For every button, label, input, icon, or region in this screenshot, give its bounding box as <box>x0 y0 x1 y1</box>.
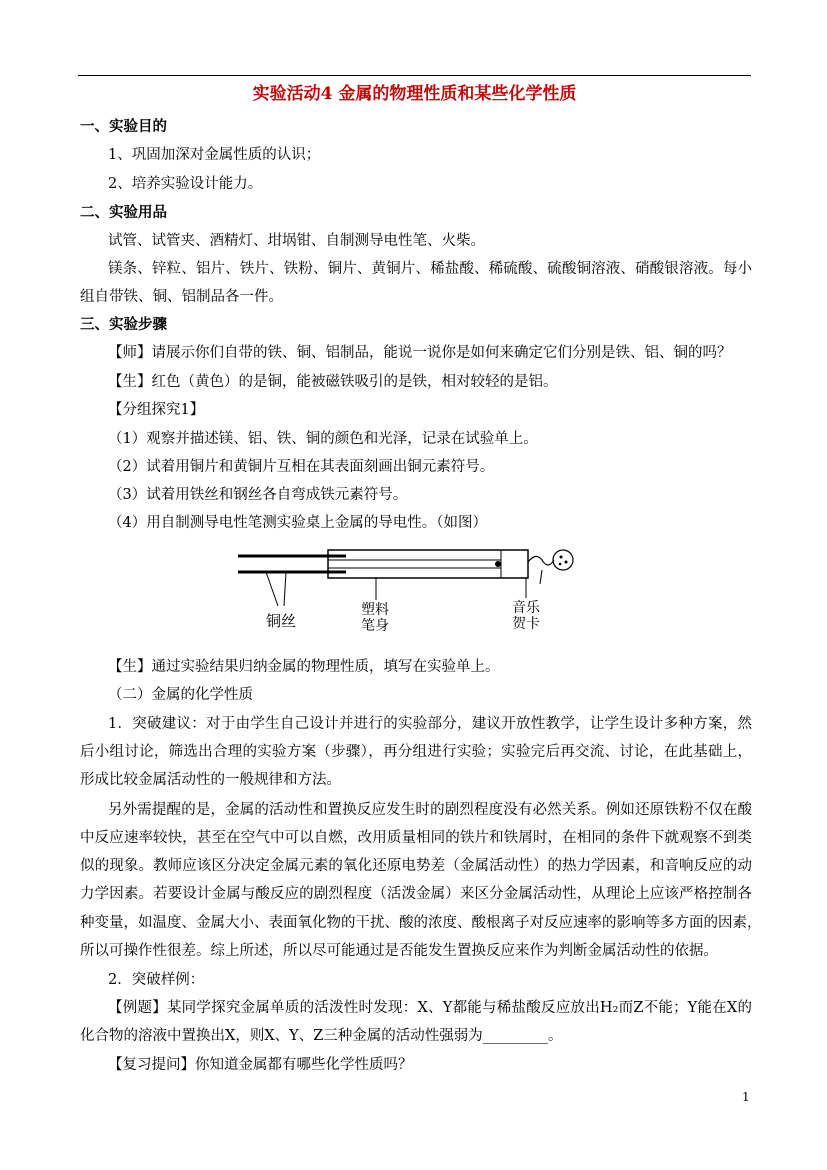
subsection-chemical: （二）金属的化学性质 <box>108 687 253 703</box>
section-heading-steps: 三、实验步骤 <box>80 316 167 333</box>
step-3: （3）试着用铁丝和钢丝各自弯成铁元素符号。 <box>108 487 408 503</box>
label-card-2: 贺卡 <box>512 616 540 632</box>
para2-line-2: 中反应速率较快，甚至在空气中可以自燃，改用质量相同的铁片和铁屑时，在相同的条件下就观察不到类 <box>80 830 752 846</box>
example-line-1: 【例题】某同学探究金属单质的活泼性时发现：X、Y都能与稀盐酸反应放出H₂而Z不能；Y能在X的 <box>108 1000 752 1016</box>
materials-line-1: 试管、试管夹、酒精灯、坩埚钳、自制测导电性笔、火柴。 <box>108 233 485 249</box>
group-inquiry-label: 【分组探究1】 <box>108 402 205 418</box>
para2-line-4: 力学因素。若要设计金属与酸反应的剧烈程度（活泼金属）来区分金属活动性，从理论上应该严格控制各 <box>80 886 752 902</box>
para3: 2．突破样例： <box>108 972 205 988</box>
purpose-item-2: 2、培养实验设计能力。 <box>108 176 263 192</box>
review-question: 【复习提问】你知道金属都有哪些化学性质吗？ <box>108 1057 413 1073</box>
para2-line-6: 所以可操作性很差。综上所述，所以尽可能通过是否能发生置换反应来作为判断金属活动性的依据。 <box>80 943 718 959</box>
student-summary: 【生】通过实验结果归纳金属的物理性质，填写在实验单上。 <box>108 659 500 675</box>
para2-line-5: 种变量，如温度、金属大小、表面氧化物的干扰、酸的浓度、酸根离子对反应速率的影响等多方面的因素， <box>80 915 762 931</box>
materials-line-3: 组自带铁、铜、铝制品各一件。 <box>80 289 283 305</box>
para1-line-1: 1．突破建议：对于由学生自己设计并进行的实验部分，建议开放性教学，让学生设计多种方案，然 <box>108 716 752 732</box>
step-1: （1）观察并描述镁、铝、铁、铜的颜色和光泽，记录在试验单上。 <box>108 431 538 447</box>
step-2: （2）试着用铜片和黄铜片互相在其表面刻画出铜元素符号。 <box>108 459 495 475</box>
purpose-item-1: 1、巩固加深对金属性质的认识； <box>108 147 321 163</box>
teacher-question: 【师】请展示你们自带的铁、铜、铝制品，能说一说你是如何来确定它们分别是铁、铝、铜的吗？ <box>108 345 732 361</box>
label-card-1: 音乐 <box>512 600 540 616</box>
step-4: （4）用自制测导电性笔测实验桌上金属的导电性。（如图） <box>108 515 487 531</box>
label-copper-wire: 铜丝 <box>266 612 297 630</box>
para2-line-1: 另外需提醒的是，金属的活动性和置换反应发生时的剧烈程度没有必然关系。例如还原铁粉不仅在酸 <box>108 802 752 818</box>
para1-line-2: 后小组讨论，筛选出合理的实验方案（步骤），再分组进行实验；实验完后再交流、讨论，在此基础上， <box>80 744 752 760</box>
example-line-2: 化合物的溶液中置换出X，则X、Y、Z三种金属的活动性强弱为_________。 <box>80 1028 563 1044</box>
section-heading-materials: 二、实验用品 <box>80 204 167 221</box>
section-heading-purpose: 一、实验目的 <box>80 118 167 135</box>
label-plastic-1: 塑料 <box>361 602 389 618</box>
materials-line-2: 镁条、锌粒、铝片、铁片、铁粉、铜片、黄铜片、稀盐酸、稀硫酸、硫酸铜溶液、硝酸银溶液。每小 <box>108 261 752 277</box>
student-answer: 【生】红色（黄色）的是铜，能被磁铁吸引的是铁，相对较轻的是铝。 <box>108 374 558 390</box>
para2-line-3: 似的现象。教师应该区分决定金属元素的氧化还原电势差（金属活动性）的热力学因素，和音响反应的动 <box>80 858 752 874</box>
page-number: 1 <box>742 1090 750 1104</box>
header-rule <box>78 75 751 76</box>
para1-line-3: 形成比较金属活动性的一般规律和方法。 <box>80 772 341 788</box>
label-plastic-2: 笔身 <box>361 618 389 634</box>
conductivity-pen-figure <box>236 542 576 642</box>
page-title: 实验活动4 金属的物理性质和某些化学性质 <box>252 84 577 104</box>
